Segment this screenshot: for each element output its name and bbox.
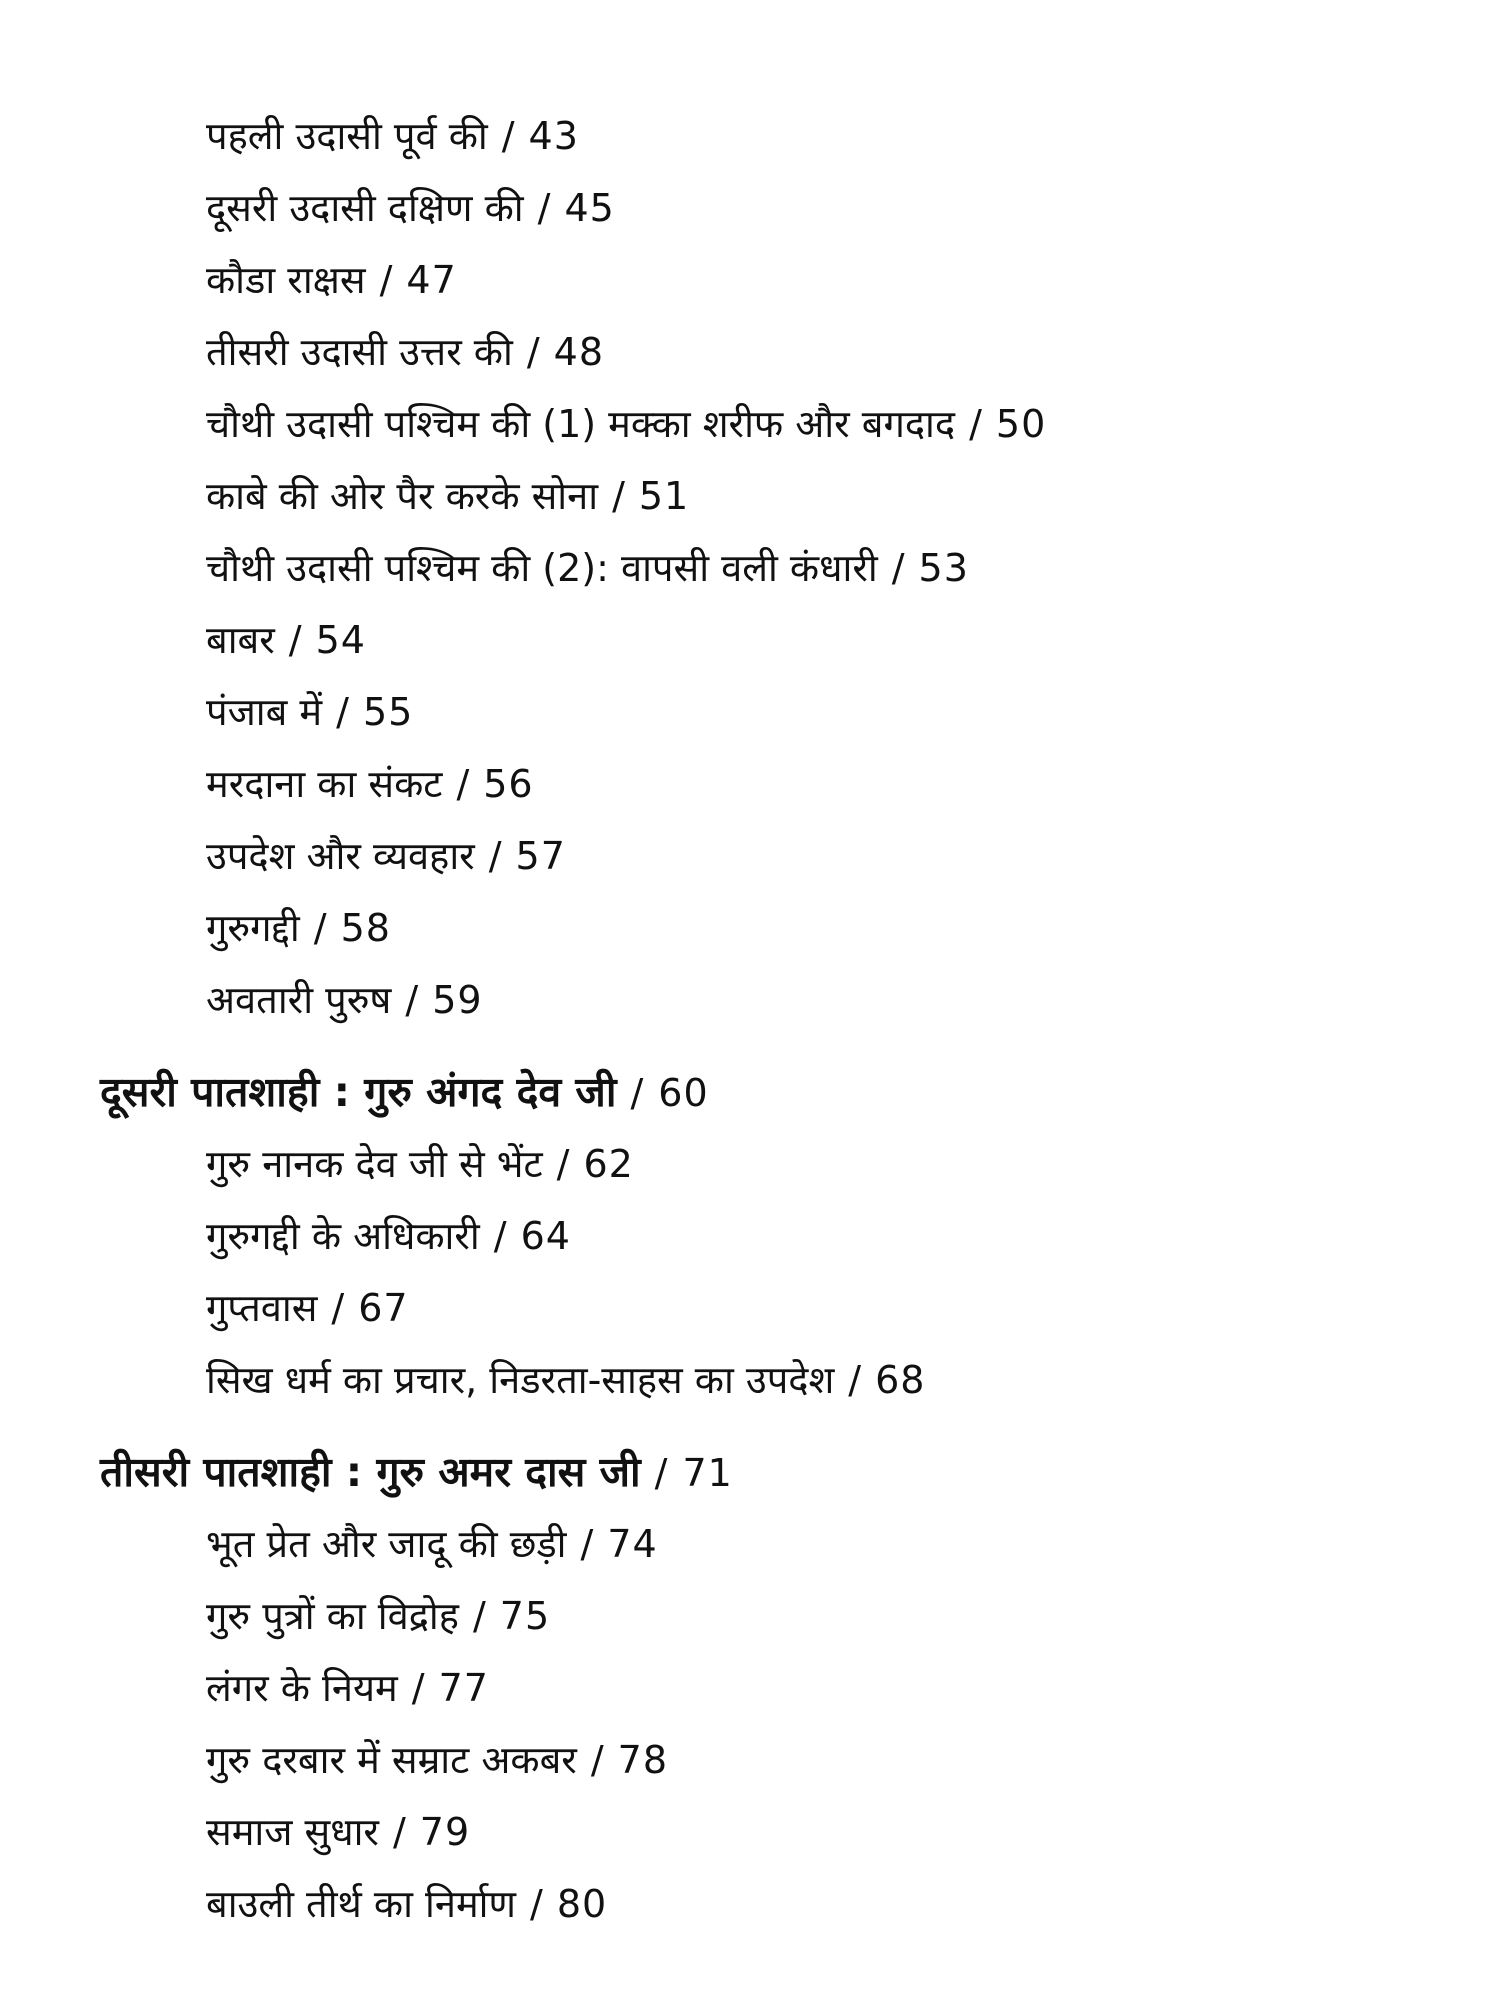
- page-number: 48: [553, 330, 605, 374]
- entry-title: काबे की ओर पैर करके सोना: [206, 474, 599, 518]
- toc-entry: [0, 100, 1500, 172]
- page-number: 58: [340, 906, 391, 950]
- entry-title: पंजाब में: [206, 690, 323, 734]
- page-number: 71: [682, 1451, 733, 1495]
- toc-entry: [0, 1652, 1500, 1724]
- chapter-title: दूसरी पातशाही : गुरु अंगद देव जी: [100, 1068, 617, 1116]
- toc-entry: [0, 1128, 1500, 1200]
- entry-title: गुरुगद्दी के अधिकारी: [206, 1214, 480, 1258]
- page-separator: /: [556, 1142, 570, 1186]
- toc-entry: [0, 1200, 1500, 1272]
- page-separator: /: [472, 1594, 486, 1638]
- entry-title: गुरुगद्दी: [206, 906, 300, 950]
- page-number: 57: [515, 834, 566, 878]
- toc-chapter-heading: [0, 1436, 1500, 1508]
- page-number: 67: [358, 1286, 409, 1330]
- entry-title: समाज सुधार: [206, 1810, 379, 1854]
- entry-title: गुरु नानक देव जी से भेंट: [206, 1142, 543, 1186]
- page-number: 64: [520, 1214, 571, 1258]
- page-separator: /: [336, 690, 349, 734]
- page-separator: /: [392, 1810, 406, 1854]
- toc-entry: [0, 1272, 1500, 1344]
- entry-title: भूत प्रेत और जादू की छड़ी: [206, 1522, 567, 1566]
- entry-title: गुप्तवास: [206, 1286, 318, 1330]
- toc-entry: [0, 244, 1500, 316]
- page-number: 78: [617, 1738, 668, 1782]
- page-separator: /: [331, 1286, 345, 1330]
- entry-title: मरदाना का संकट: [206, 762, 443, 806]
- toc-entry: [0, 1580, 1500, 1652]
- entry-title: गुरु पुत्रों का विद्रोह: [206, 1594, 459, 1638]
- entry-title: अवतारी पुरुष: [206, 978, 392, 1022]
- toc-entry: [0, 604, 1500, 676]
- page-separator: /: [580, 1522, 594, 1566]
- toc-chapter-heading: [0, 1056, 1500, 1128]
- page-separator: /: [969, 402, 982, 446]
- page-separator: /: [891, 546, 905, 590]
- page-number: 59: [432, 978, 483, 1022]
- page-separator: /: [537, 186, 551, 230]
- page-separator: /: [493, 1214, 507, 1258]
- page-separator: /: [848, 1358, 862, 1402]
- page-number: 56: [483, 762, 534, 806]
- page-number: 45: [564, 186, 615, 230]
- toc-entry: [0, 1796, 1500, 1868]
- toc-entry: [0, 460, 1500, 532]
- page-number: 50: [995, 402, 1047, 446]
- page-number: 51: [638, 474, 690, 518]
- toc-entry: [0, 964, 1500, 1036]
- page-separator: /: [630, 1071, 645, 1115]
- toc-entry: [0, 316, 1500, 388]
- page-separator: /: [379, 258, 393, 302]
- toc-entry: [0, 172, 1500, 244]
- entry-title: पहली उदासी पूर्व की: [206, 114, 488, 158]
- entry-title: तीसरी उदासी उत्तर की: [206, 330, 513, 374]
- page-separator: /: [288, 618, 302, 662]
- entry-title: गुरु दरबार में सम्राट अकबर: [206, 1738, 577, 1782]
- page-number: 60: [658, 1071, 709, 1115]
- page-number: 62: [583, 1142, 634, 1186]
- toc-entry: [0, 892, 1500, 964]
- entry-title: कौडा राक्षस: [206, 258, 366, 302]
- page-number: 75: [499, 1594, 551, 1638]
- page-number: 74: [607, 1522, 658, 1566]
- page-separator: /: [411, 1666, 425, 1710]
- toc-entry: [0, 388, 1500, 460]
- toc-entry: [0, 1868, 1500, 1940]
- page-separator: /: [612, 474, 625, 518]
- page-separator: /: [313, 906, 327, 950]
- page-separator: /: [501, 114, 515, 158]
- entry-title: उपदेश और व्यवहार: [206, 834, 475, 878]
- page-separator: /: [530, 1882, 543, 1926]
- page-number: 80: [556, 1882, 608, 1926]
- chapter-title: तीसरी पातशाही : गुरु अमर दास जी: [100, 1448, 641, 1496]
- toc-entry: [0, 1724, 1500, 1796]
- page-separator: /: [526, 330, 540, 374]
- page-separator: /: [456, 762, 470, 806]
- page-number: 79: [419, 1810, 471, 1854]
- entry-title: चौथी उदासी पश्चिम की (1) मक्का शरीफ और बगदाद: [206, 402, 956, 446]
- page-number: 77: [438, 1666, 489, 1710]
- toc-entry: [0, 676, 1500, 748]
- table-of-contents: [0, 100, 1500, 1940]
- entry-title: दूसरी उदासी दक्षिण की: [206, 186, 524, 230]
- page-separator: /: [405, 978, 419, 1022]
- page-number: 47: [406, 258, 457, 302]
- page-number: 55: [362, 690, 414, 734]
- page-separator: /: [488, 834, 502, 878]
- toc-entry: [0, 1508, 1500, 1580]
- toc-entry: [0, 532, 1500, 604]
- page-number: 68: [875, 1358, 926, 1402]
- toc-entry: [0, 748, 1500, 820]
- entry-title: सिख धर्म का प्रचार, निडरता-साहस का उपदेश: [206, 1358, 835, 1402]
- page-separator: /: [654, 1451, 669, 1495]
- toc-entry: [0, 1344, 1500, 1416]
- entry-title: लंगर के नियम: [206, 1666, 398, 1710]
- entry-title: बाबर: [206, 618, 275, 662]
- page-number: 43: [528, 114, 579, 158]
- toc-entry: [0, 820, 1500, 892]
- page-number: 53: [918, 546, 969, 590]
- entry-title: बाउली तीर्थ का निर्माण: [206, 1882, 516, 1926]
- entry-title: चौथी उदासी पश्चिम की (2): वापसी वली कंधारी: [206, 546, 878, 590]
- page-number: 54: [315, 618, 366, 662]
- page-separator: /: [590, 1738, 604, 1782]
